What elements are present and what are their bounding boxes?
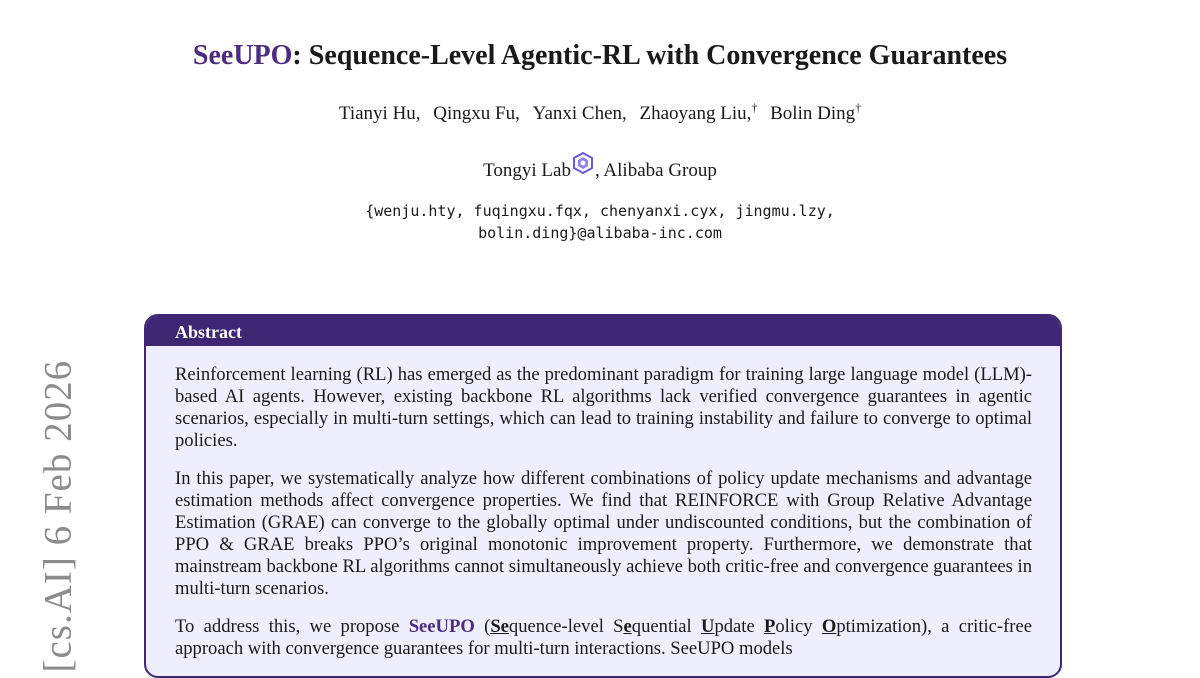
abstract-box [144,314,1062,678]
abstract-body [146,346,1060,660]
title-rest: : Sequence-Level Agentic-RL with Convergence Guarantees [292,40,1008,71]
author-3: Yanxi Chen, [532,103,627,125]
tongyi-logo-icon [572,152,594,174]
affiliation-group: , Alibaba Group [594,160,717,181]
title-brand: SeeUPO [192,40,293,71]
abstract-heading: Abstract [146,316,1060,346]
seeupo-link[interactable]: SeeUPO [408,616,475,637]
abstract-paragraph-3: To address this, we propose SeeUPO (Sequence-level Sequential Update Policy Optimization), a critic-free approach with convergence guarantees for multi-turn interactions. SeeUPO models [175,616,1033,659]
paper-title [0,40,1200,72]
author-1: Tianyi Hu, [338,103,421,125]
email-line-1: {wenju.hty, fuqingxu.fqx, chenyanxi.cyx, jingmu.lzy, [365,202,835,220]
email-line-2: bolin.ding}@alibaba-inc.com [478,224,722,242]
affiliation [0,152,1200,182]
affiliation-lab: Tongyi Lab [483,160,571,181]
abstract-paragraph-1: Reinforcement learning (RL) has emerged as the predominant paradigm for training large language model (LLM)-based AI agents. However, existing backbone RL algorithms lack verified convergence guarantees in agentic scenarios, especially in multi-turn settings, which can lead to training instability and failure to converge to optimal policies. [175,364,1032,451]
email-block [0,200,1200,244]
author-2: Qingxu Fu, [433,103,520,125]
author-5: Bolin Ding† [770,101,862,125]
author-4: Zhaoyang Liu,† [639,101,758,125]
author-list [0,101,1200,125]
abstract-paragraph-2: In this paper, we systematically analyze how different combinations of policy update mechanisms and advantage estimation methods affect convergence properties. We find that REINFORCE with Group Relative Advantage Estimation (GRAE) can converge to the globally optimal under undiscounted conditions, but the combination of PPO & GRAE breaks PPO’s original monotonic improvement property. Furthermore, we demonstrate that mainstream backbone RL algorithms cannot simultaneously achieve both critic-free and convergence guarantees in multi-turn scenarios. [175,468,1032,599]
arxiv-sidebar-stamp: [cs.AI] 6 Feb 2026 [36,359,80,673]
